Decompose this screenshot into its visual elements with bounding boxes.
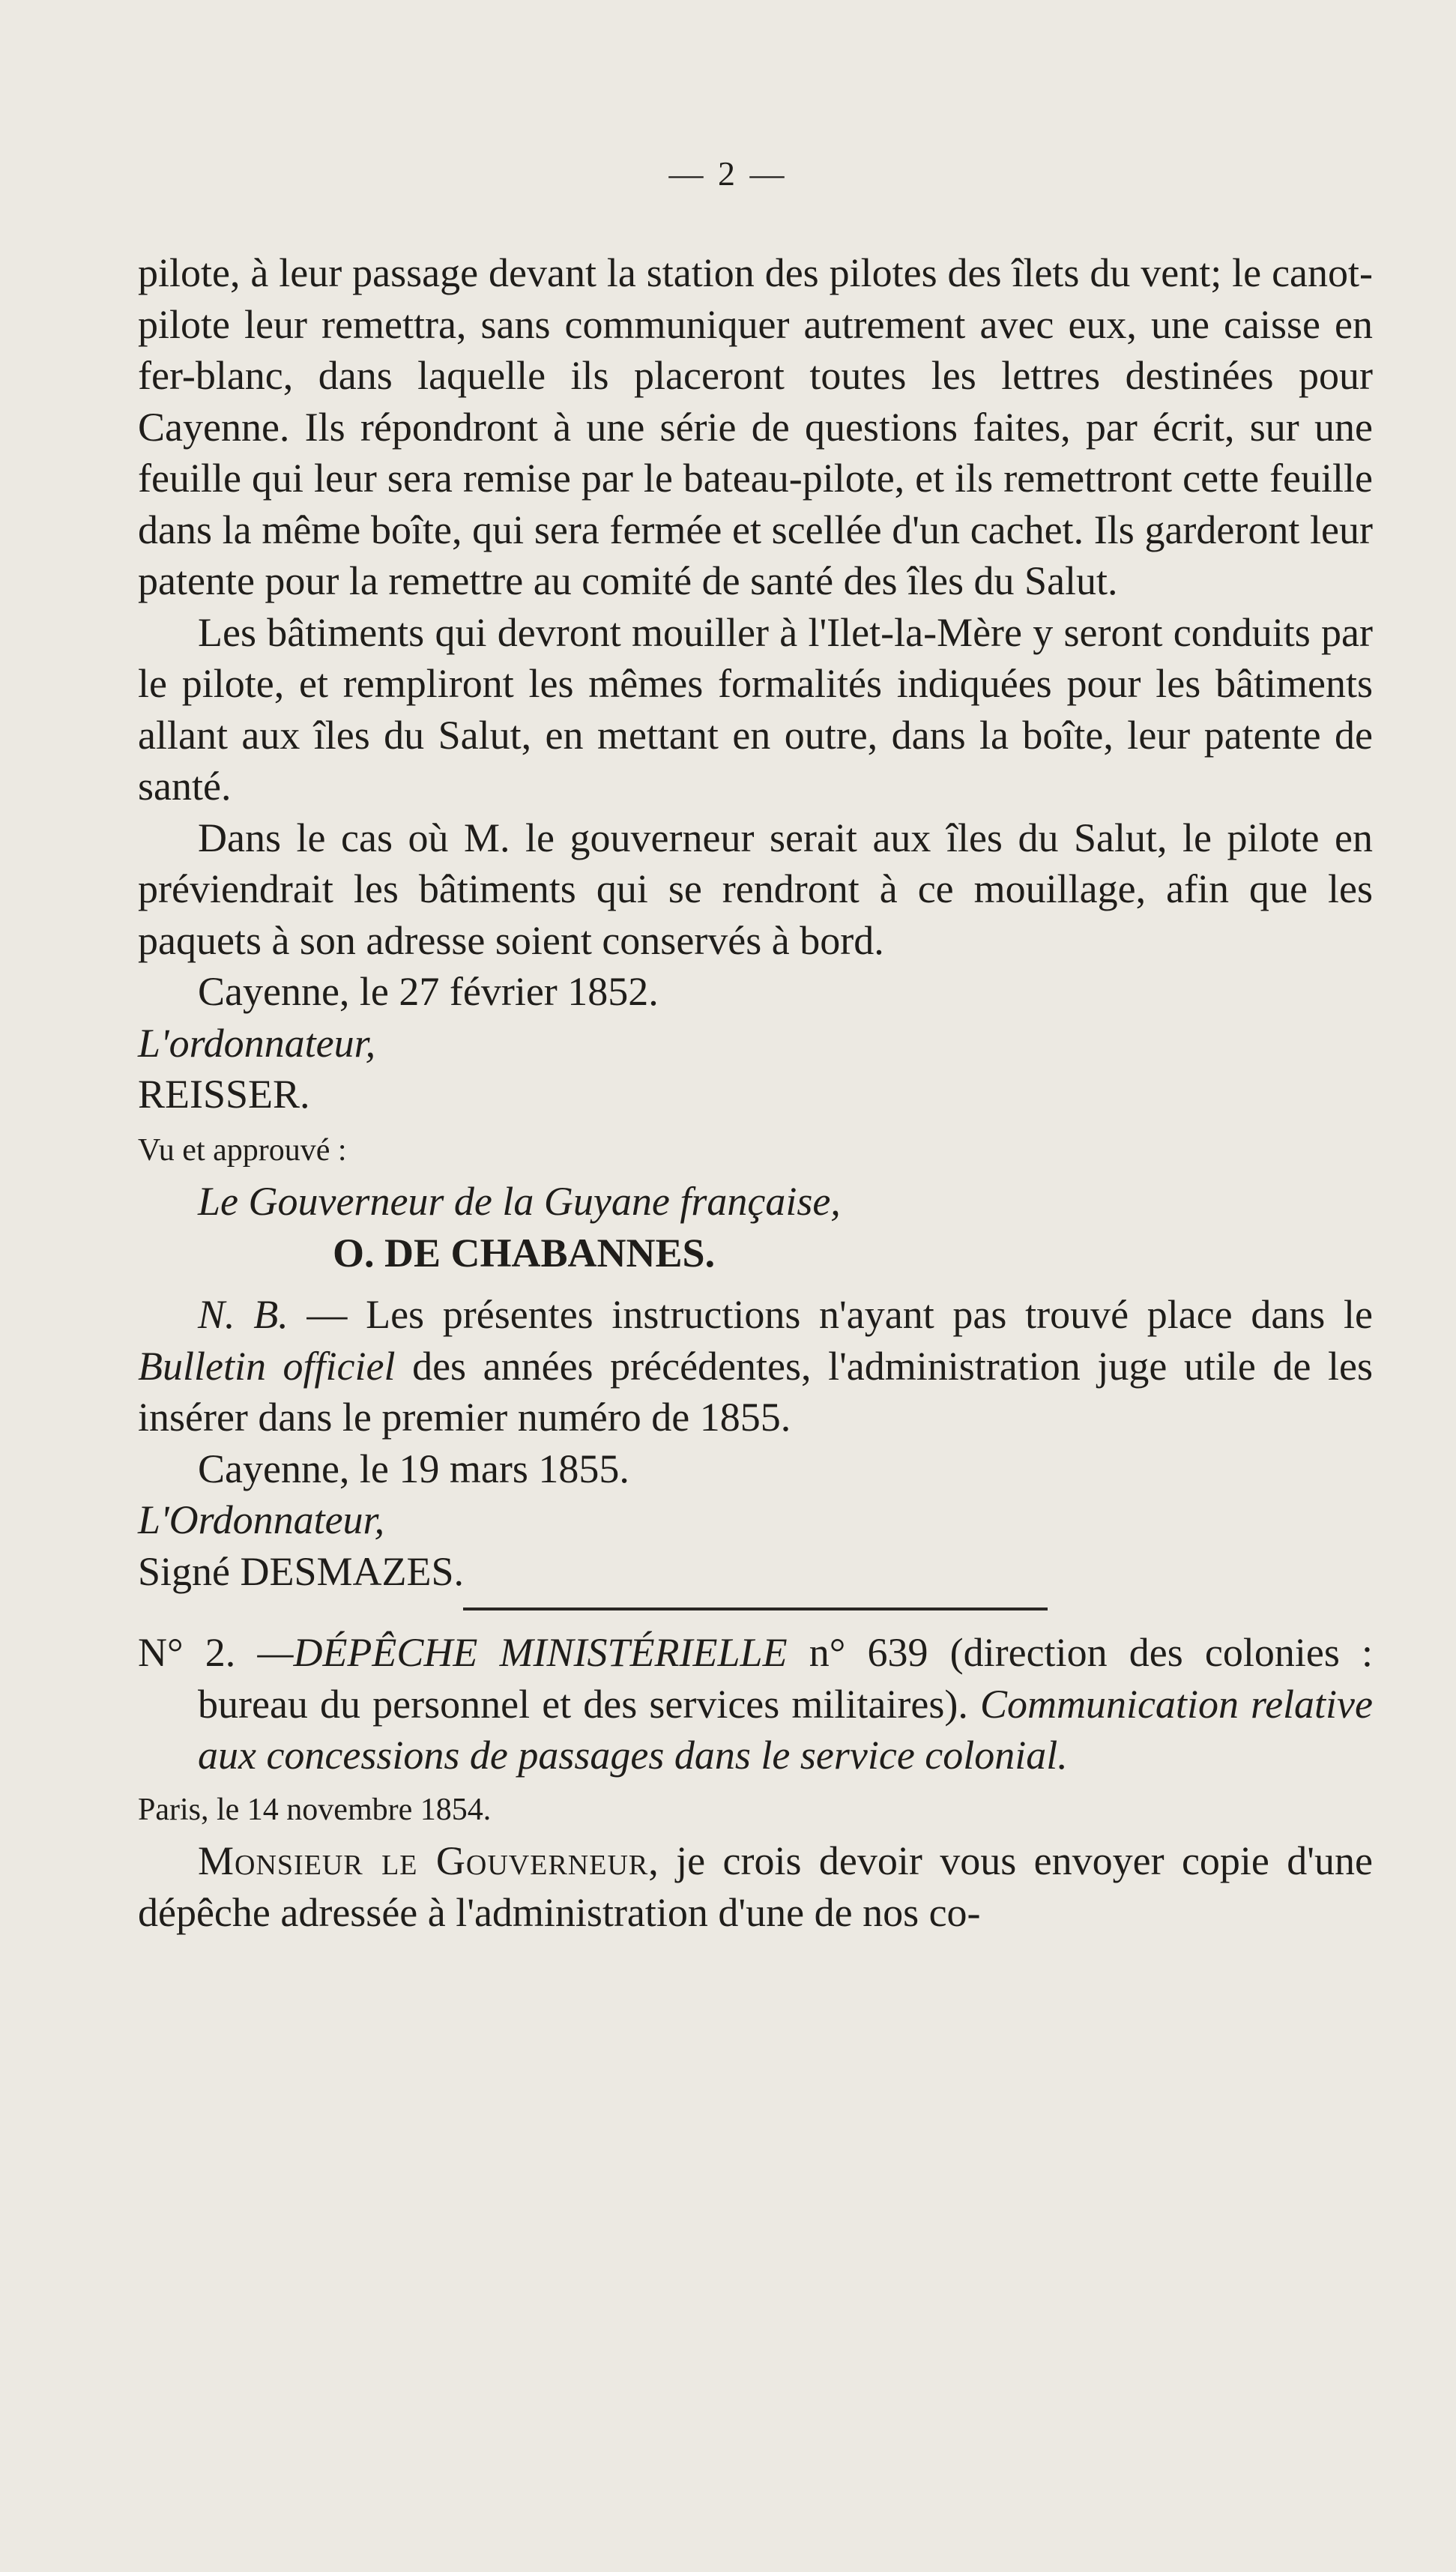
paragraph-2: Les bâtiments qui devront mouiller à l'Ilet-la-Mère y seront conduits par le pilote, et rempliront les mêmes formalités indiquées pour les bâtiments allant aux îles du Salut, en mettant en outre, dans la boîte, leur patente de santé. (138, 609, 1373, 809)
depeche-heading (138, 1627, 1373, 1781)
bulletin-title: Bulletin officiel (138, 1343, 396, 1389)
depeche-reference: n° 639 (direction des colonies : bureau du personnel et des services militaires). (198, 1630, 1374, 1727)
nota-bene-text-2: des années précédentes, l'administration juge utile de les insérer dans le premier numéro de 1855. (138, 1343, 1373, 1440)
date-line: Cayenne, le 27 février 1852. (198, 969, 659, 1014)
body-text (138, 247, 1373, 1938)
depeche-number: N° 2. (138, 1630, 236, 1675)
vu-approuve: Vu et approuvé : (138, 1132, 347, 1168)
gouverneur-title: Le Gouverneur de la Guyane française, (198, 1179, 841, 1224)
ordonnateur-signature: REISSER. (138, 1072, 310, 1117)
ordonnateur2-title: L'Ordonnateur, (138, 1497, 385, 1542)
letter-opening (138, 1835, 1373, 1938)
paragraph-3: Dans le cas où M. le gouverneur serait aux îles du Salut, le pilote en préviendrait les bâtiments qui se rendront à ce mouillage, afin que les paquets à son adresse soient conservés à bord. (138, 815, 1373, 963)
nota-bene-label: N. B. (198, 1292, 289, 1337)
depeche-title: —DÉPÊCHE MINISTÉRIELLE (257, 1630, 788, 1675)
letter-text: , je crois devoir vous envoyer copie d'une dépêche adressée à l'administration d'une de nos co- (138, 1838, 1373, 1935)
nota-bene (138, 1289, 1373, 1443)
nota-bene-text-1: — Les présentes instructions n'ayant pas trouvé place dans le (288, 1292, 1373, 1337)
ordonnateur2-signature: Signé DESMAZES. (138, 1548, 465, 1594)
salutation: Monsieur le Gouverneur (198, 1838, 649, 1883)
page-number: — 2 — (668, 154, 788, 193)
paragraph-1: pilote, à leur passage devant la station des pilotes des îlets du vent; le canot-pilote leur remettra, sans communiquer autrement avec eux, une caisse en fer-blanc, dans laquelle ils placeront toutes les lettres destinées pour Cayenne. Ils répondront à une série de questions faites, par écrit, sur une feuille qui leur sera remise par le bateau-pilote, et ils remettront cette feuille dans la même boîte, qui sera fermée et scellée d'un cachet. Ils garderont leur patente pour la remettre au comité de santé des îles du Salut. (138, 250, 1373, 603)
date-line-2: Cayenne, le 19 mars 1855. (198, 1446, 629, 1491)
ordonnateur-title: L'ordonnateur, (138, 1020, 376, 1066)
separator-rule (463, 1608, 1048, 1610)
paris-date: Paris, le 14 novembre 1854. (138, 1792, 492, 1827)
depeche-subject: Communication relative aux concessions de passages dans le service colonial. (198, 1681, 1373, 1778)
gouverneur-signature: O. DE CHABANNES. (333, 1230, 716, 1276)
